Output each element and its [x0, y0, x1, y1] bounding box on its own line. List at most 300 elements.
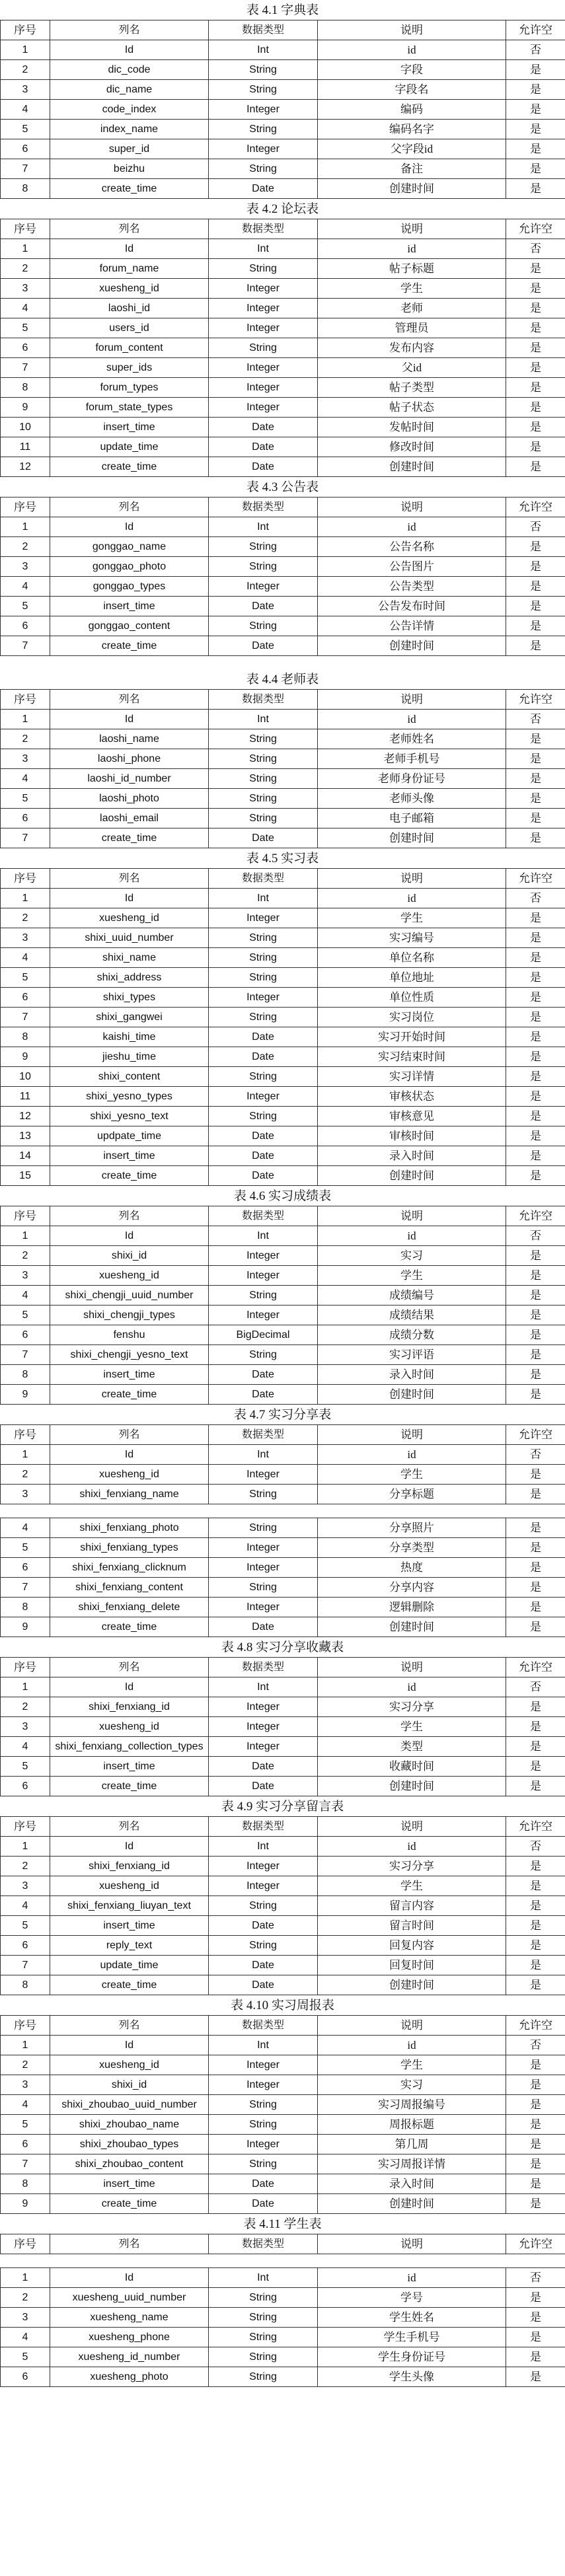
- table-row: [1, 2308, 565, 2328]
- column-name-cell: insert_time: [50, 1146, 209, 1166]
- row-number-cell: 4: [1, 1896, 50, 1916]
- nullable-cell: 是: [506, 299, 565, 318]
- data-type-cell: Int: [209, 517, 318, 537]
- table-row: [1, 828, 565, 848]
- column-name-cell: Id: [50, 2036, 209, 2055]
- column-name-cell: laoshi_photo: [50, 789, 209, 809]
- row-number-cell: 1: [1, 40, 50, 60]
- header-data-type: 数据类型: [209, 1817, 318, 1837]
- description-cell: 实习周报详情: [318, 2154, 506, 2174]
- table-row: [1, 1087, 565, 1107]
- column-name-cell: Id: [50, 1226, 209, 1246]
- row-number-cell: 1: [1, 2036, 50, 2055]
- data-type-cell: Date: [209, 437, 318, 457]
- table-row: [1, 179, 565, 199]
- header-data-type: 数据类型: [209, 1206, 318, 1226]
- data-type-cell: BigDecimal: [209, 1325, 318, 1345]
- description-cell: 审核时间: [318, 1126, 506, 1146]
- header-description: 说明: [318, 869, 506, 889]
- data-type-cell: Integer: [209, 1737, 318, 1757]
- description-cell: 老师: [318, 299, 506, 318]
- header-description: 说明: [318, 1658, 506, 1677]
- header-description: 说明: [318, 219, 506, 239]
- header-column-name: 列名: [50, 1658, 209, 1677]
- table-row: [1, 1518, 565, 1538]
- column-name-cell: shixi_fenxiang_content: [50, 1578, 209, 1598]
- row-number-cell: 2: [1, 2055, 50, 2075]
- data-type-cell: String: [209, 1345, 318, 1365]
- data-type-cell: String: [209, 968, 318, 988]
- description-cell: 学生: [318, 1876, 506, 1896]
- data-type-cell: String: [209, 2367, 318, 2387]
- data-type-cell: String: [209, 2288, 318, 2308]
- row-number-cell: 11: [1, 437, 50, 457]
- column-name-cell: shixi_fenxiang_clicknum: [50, 1558, 209, 1578]
- header-data-type: 数据类型: [209, 2016, 318, 2036]
- table-block: [0, 1, 565, 199]
- data-type-cell: Int: [209, 2036, 318, 2055]
- nullable-cell: 是: [506, 1777, 565, 1796]
- column-name-cell: shixi_fenxiang_photo: [50, 1518, 209, 1538]
- nullable-cell: 是: [506, 789, 565, 809]
- nullable-cell: 否: [506, 40, 565, 60]
- description-cell: 实习评语: [318, 1345, 506, 1365]
- description-cell: 审核意见: [318, 1107, 506, 1126]
- description-cell: id: [318, 2036, 506, 2055]
- row-number-cell: 1: [1, 239, 50, 259]
- data-type-cell: Date: [209, 1385, 318, 1405]
- data-type-cell: Integer: [209, 1558, 318, 1578]
- data-type-cell: Integer: [209, 398, 318, 418]
- data-type-cell: String: [209, 259, 318, 279]
- row-number-cell: 8: [1, 179, 50, 199]
- schema-table: [0, 868, 565, 1186]
- row-number-cell: 10: [1, 1067, 50, 1087]
- nullable-cell: 是: [506, 1126, 565, 1146]
- data-type-cell: String: [209, 789, 318, 809]
- data-type-cell: Date: [209, 2194, 318, 2214]
- column-name-cell: shixi_content: [50, 1067, 209, 1087]
- table-row: [1, 2115, 565, 2135]
- description-cell: 创建时间: [318, 1777, 506, 1796]
- data-type-cell: Date: [209, 1166, 318, 1186]
- header-description: 说明: [318, 2016, 506, 2036]
- nullable-cell: 是: [506, 1146, 565, 1166]
- data-type-cell: String: [209, 1896, 318, 1916]
- column-name-cell: shixi_name: [50, 948, 209, 968]
- schema-table: [0, 2015, 565, 2214]
- header-column-name: 列名: [50, 219, 209, 239]
- column-name-cell: laoshi_name: [50, 729, 209, 749]
- table-row: [1, 1306, 565, 1325]
- description-cell: 学号: [318, 2288, 506, 2308]
- description-cell: 电子邮箱: [318, 809, 506, 828]
- row-number-cell: 14: [1, 1146, 50, 1166]
- description-cell: 成绩编号: [318, 1286, 506, 1306]
- header-nullable: 允许空: [506, 869, 565, 889]
- schema-table: [0, 2267, 565, 2387]
- column-name-cell: insert_time: [50, 2174, 209, 2194]
- column-name-cell: xuesheng_photo: [50, 2367, 209, 2387]
- nullable-cell: 是: [506, 2154, 565, 2174]
- column-name-cell: reply_text: [50, 1936, 209, 1956]
- column-name-cell: create_time: [50, 1617, 209, 1637]
- header-seq: 序号: [1, 1658, 50, 1677]
- header-description: 说明: [318, 1425, 506, 1445]
- row-number-cell: 6: [1, 2135, 50, 2154]
- column-name-cell: shixi_uuid_number: [50, 928, 209, 948]
- nullable-cell: 是: [506, 1558, 565, 1578]
- data-type-cell: Date: [209, 457, 318, 477]
- table-caption: 表 4.1 字典表: [246, 3, 319, 17]
- nullable-cell: 是: [506, 1876, 565, 1896]
- table-caption: 表 4.3 公告表: [246, 480, 319, 494]
- table-block: [0, 200, 565, 477]
- data-type-cell: String: [209, 809, 318, 828]
- table-header-row: [1, 219, 565, 239]
- table-row: [1, 2347, 565, 2367]
- table-row: [1, 1166, 565, 1186]
- column-name-cell: Id: [50, 889, 209, 908]
- row-number-cell: 6: [1, 988, 50, 1008]
- table-header-row: [1, 1817, 565, 1837]
- table-block: [0, 2254, 565, 2387]
- nullable-cell: 是: [506, 1717, 565, 1737]
- description-cell: 实习周报编号: [318, 2095, 506, 2115]
- table-row: [1, 159, 565, 179]
- description-cell: 实习分享: [318, 1697, 506, 1717]
- description-cell: 录入时间: [318, 1146, 506, 1166]
- row-number-cell: 6: [1, 809, 50, 828]
- data-type-cell: String: [209, 557, 318, 577]
- data-type-cell: Integer: [209, 908, 318, 928]
- table-block: [0, 656, 565, 848]
- nullable-cell: 是: [506, 2308, 565, 2328]
- description-cell: 收藏时间: [318, 1757, 506, 1777]
- column-name-cell: create_time: [50, 2194, 209, 2214]
- row-number-cell: 1: [1, 710, 50, 729]
- column-name-cell: Id: [50, 40, 209, 60]
- nullable-cell: 是: [506, 2075, 565, 2095]
- description-cell: id: [318, 1677, 506, 1697]
- table-row: [1, 1345, 565, 1365]
- table-row: [1, 1916, 565, 1936]
- table-row: [1, 1578, 565, 1598]
- header-seq: 序号: [1, 1206, 50, 1226]
- table-row: [1, 40, 565, 60]
- description-cell: 编码: [318, 100, 506, 120]
- column-name-cell: super_ids: [50, 358, 209, 378]
- header-data-type: 数据类型: [209, 219, 318, 239]
- description-cell: 老师姓名: [318, 729, 506, 749]
- description-cell: 帖子标题: [318, 259, 506, 279]
- description-cell: 字段名: [318, 80, 506, 100]
- row-number-cell: 8: [1, 1598, 50, 1617]
- header-description: 说明: [318, 497, 506, 517]
- table-row: [1, 1445, 565, 1465]
- table-caption: 表 4.10 实习周报表: [231, 1999, 334, 2012]
- column-name-cell: Id: [50, 2268, 209, 2288]
- row-number-cell: 5: [1, 318, 50, 338]
- data-type-cell: Date: [209, 1956, 318, 1975]
- description-cell: 管理员: [318, 318, 506, 338]
- nullable-cell: 否: [506, 889, 565, 908]
- column-name-cell: shixi_fenxiang_name: [50, 1485, 209, 1504]
- data-type-cell: String: [209, 1067, 318, 1087]
- description-cell: 学生身份证号: [318, 2347, 506, 2367]
- row-number-cell: 1: [1, 1226, 50, 1246]
- table-caption: 表 4.7 实习分享表: [233, 1408, 332, 1422]
- row-number-cell: 5: [1, 1757, 50, 1777]
- column-name-cell: kaishi_time: [50, 1027, 209, 1047]
- table-caption: 表 4.11 学生表: [243, 2217, 322, 2231]
- description-cell: 类型: [318, 1737, 506, 1757]
- description-cell: id: [318, 1226, 506, 1246]
- table-row: [1, 1226, 565, 1246]
- header-seq: 序号: [1, 2234, 50, 2254]
- row-number-cell: 3: [1, 1266, 50, 1286]
- nullable-cell: 是: [506, 2115, 565, 2135]
- description-cell: 编码名字: [318, 120, 506, 139]
- row-number-cell: 7: [1, 828, 50, 848]
- nullable-cell: 是: [506, 1266, 565, 1286]
- column-name-cell: shixi_address: [50, 968, 209, 988]
- column-name-cell: shixi_fenxiang_collection_types: [50, 1737, 209, 1757]
- data-type-cell: String: [209, 749, 318, 769]
- header-nullable: 允许空: [506, 2234, 565, 2254]
- column-name-cell: gonggao_photo: [50, 557, 209, 577]
- data-type-cell: Integer: [209, 1857, 318, 1876]
- nullable-cell: 是: [506, 948, 565, 968]
- table-header-row: [1, 869, 565, 889]
- schema-table: [0, 1424, 565, 1504]
- column-name-cell: insert_time: [50, 1916, 209, 1936]
- data-type-cell: Date: [209, 1146, 318, 1166]
- row-number-cell: 6: [1, 616, 50, 636]
- row-number-cell: 4: [1, 948, 50, 968]
- nullable-cell: 是: [506, 279, 565, 299]
- table-caption: 表 4.2 论坛表: [246, 202, 319, 216]
- column-name-cell: xuesheng_id: [50, 1266, 209, 1286]
- table-row: [1, 809, 565, 828]
- column-name-cell: shixi_chengji_types: [50, 1306, 209, 1325]
- data-type-cell: Date: [209, 1047, 318, 1067]
- description-cell: 创建时间: [318, 1385, 506, 1405]
- row-number-cell: 9: [1, 398, 50, 418]
- table-row: [1, 789, 565, 809]
- data-type-cell: String: [209, 948, 318, 968]
- data-type-cell: String: [209, 1008, 318, 1027]
- header-seq: 序号: [1, 690, 50, 710]
- description-cell: 发帖时间: [318, 418, 506, 437]
- row-number-cell: 13: [1, 1126, 50, 1146]
- row-number-cell: 7: [1, 2154, 50, 2174]
- data-type-cell: String: [209, 60, 318, 80]
- row-number-cell: 2: [1, 1465, 50, 1485]
- description-cell: 成绩结果: [318, 1306, 506, 1325]
- table-caption: 表 4.8 实习分享收藏表: [221, 1640, 344, 1654]
- description-cell: 创建时间: [318, 828, 506, 848]
- description-cell: id: [318, 710, 506, 729]
- row-number-cell: 1: [1, 1677, 50, 1697]
- nullable-cell: 是: [506, 100, 565, 120]
- description-cell: 帖子类型: [318, 378, 506, 398]
- column-name-cell: Id: [50, 1677, 209, 1697]
- nullable-cell: 是: [506, 2367, 565, 2387]
- table-row: [1, 749, 565, 769]
- column-name-cell: insert_time: [50, 418, 209, 437]
- row-number-cell: 5: [1, 968, 50, 988]
- nullable-cell: 是: [506, 1916, 565, 1936]
- nullable-cell: 是: [506, 378, 565, 398]
- data-type-cell: String: [209, 769, 318, 789]
- row-number-cell: 4: [1, 100, 50, 120]
- column-name-cell: create_time: [50, 636, 209, 656]
- table-row: [1, 1598, 565, 1617]
- row-number-cell: 10: [1, 418, 50, 437]
- table-header-row: [1, 20, 565, 40]
- header-column-name: 列名: [50, 20, 209, 40]
- nullable-cell: 是: [506, 1737, 565, 1757]
- table-row: [1, 139, 565, 159]
- column-name-cell: fenshu: [50, 1325, 209, 1345]
- nullable-cell: 是: [506, 2055, 565, 2075]
- nullable-cell: 是: [506, 2328, 565, 2347]
- column-name-cell: xuesheng_id: [50, 1465, 209, 1485]
- table-row: [1, 710, 565, 729]
- table-row: [1, 2268, 565, 2288]
- nullable-cell: 否: [506, 239, 565, 259]
- nullable-cell: 是: [506, 159, 565, 179]
- description-cell: 字段: [318, 60, 506, 80]
- data-type-cell: Integer: [209, 1538, 318, 1558]
- column-name-cell: shixi_id: [50, 1246, 209, 1266]
- table-row: [1, 2154, 565, 2174]
- nullable-cell: 是: [506, 1008, 565, 1027]
- column-name-cell: shixi_chengji_uuid_number: [50, 1286, 209, 1306]
- header-description: 说明: [318, 690, 506, 710]
- row-number-cell: 8: [1, 378, 50, 398]
- description-cell: 回复时间: [318, 1956, 506, 1975]
- data-type-cell: String: [209, 159, 318, 179]
- header-seq: 序号: [1, 219, 50, 239]
- row-number-cell: 3: [1, 557, 50, 577]
- column-name-cell: xuesheng_uuid_number: [50, 2288, 209, 2308]
- description-cell: 第几周: [318, 2135, 506, 2154]
- nullable-cell: 是: [506, 1857, 565, 1876]
- nullable-cell: 是: [506, 1518, 565, 1538]
- row-number-cell: 6: [1, 139, 50, 159]
- table-row: [1, 1737, 565, 1757]
- table-row: [1, 1697, 565, 1717]
- column-name-cell: laoshi_phone: [50, 749, 209, 769]
- data-type-cell: Date: [209, 1027, 318, 1047]
- data-type-cell: Integer: [209, 299, 318, 318]
- data-type-cell: Integer: [209, 1697, 318, 1717]
- row-number-cell: 2: [1, 537, 50, 557]
- description-cell: 学生: [318, 2055, 506, 2075]
- column-name-cell: update_time: [50, 437, 209, 457]
- table-block: [0, 850, 565, 1186]
- nullable-cell: 是: [506, 1325, 565, 1345]
- nullable-cell: 是: [506, 1757, 565, 1777]
- table-row: [1, 2288, 565, 2308]
- row-number-cell: 5: [1, 1916, 50, 1936]
- nullable-cell: 是: [506, 1067, 565, 1087]
- column-name-cell: shixi_yesno_types: [50, 1087, 209, 1107]
- row-number-cell: 4: [1, 577, 50, 597]
- data-type-cell: Integer: [209, 2135, 318, 2154]
- page-gap: [0, 1504, 565, 1518]
- table-row: [1, 1677, 565, 1697]
- nullable-cell: 是: [506, 1936, 565, 1956]
- description-cell: id: [318, 889, 506, 908]
- row-number-cell: 8: [1, 1365, 50, 1385]
- table-row: [1, 437, 565, 457]
- nullable-cell: 否: [506, 1677, 565, 1697]
- table-row: [1, 418, 565, 437]
- data-type-cell: Int: [209, 1837, 318, 1857]
- column-name-cell: shixi_zhoubao_content: [50, 2154, 209, 2174]
- table-row: [1, 1717, 565, 1737]
- nullable-cell: 是: [506, 1107, 565, 1126]
- description-cell: 单位性质: [318, 988, 506, 1008]
- data-type-cell: String: [209, 338, 318, 358]
- table-row: [1, 1067, 565, 1087]
- data-type-cell: Int: [209, 889, 318, 908]
- header-description: 说明: [318, 2234, 506, 2254]
- table-block: [0, 1406, 565, 1504]
- row-number-cell: 6: [1, 1558, 50, 1578]
- column-name-cell: dic_code: [50, 60, 209, 80]
- data-type-cell: Date: [209, 636, 318, 656]
- description-cell: 创建时间: [318, 2194, 506, 2214]
- row-number-cell: 5: [1, 597, 50, 616]
- table-row: [1, 1837, 565, 1857]
- row-number-cell: 12: [1, 457, 50, 477]
- description-cell: 单位名称: [318, 948, 506, 968]
- table-row: [1, 1385, 565, 1405]
- table-row: [1, 948, 565, 968]
- description-cell: 学生: [318, 1717, 506, 1737]
- table-row: [1, 358, 565, 378]
- row-number-cell: 11: [1, 1087, 50, 1107]
- nullable-cell: 是: [506, 1485, 565, 1504]
- nullable-cell: 是: [506, 437, 565, 457]
- nullable-cell: 是: [506, 60, 565, 80]
- column-name-cell: shixi_fenxiang_liuyan_text: [50, 1896, 209, 1916]
- data-type-cell: Integer: [209, 1087, 318, 1107]
- data-type-cell: Integer: [209, 358, 318, 378]
- data-type-cell: Date: [209, 1777, 318, 1796]
- nullable-cell: 是: [506, 457, 565, 477]
- description-cell: 学生: [318, 908, 506, 928]
- data-type-cell: Int: [209, 239, 318, 259]
- nullable-cell: 是: [506, 1538, 565, 1558]
- nullable-cell: 是: [506, 1027, 565, 1047]
- data-type-cell: Date: [209, 1975, 318, 1995]
- data-type-cell: Integer: [209, 1266, 318, 1286]
- table-row: [1, 239, 565, 259]
- data-type-cell: String: [209, 729, 318, 749]
- column-name-cell: gonggao_types: [50, 577, 209, 597]
- description-cell: 创建时间: [318, 1617, 506, 1637]
- table-row: [1, 616, 565, 636]
- nullable-cell: 是: [506, 418, 565, 437]
- table-row: [1, 2194, 565, 2214]
- data-type-cell: Integer: [209, 1465, 318, 1485]
- data-type-cell: Date: [209, 2174, 318, 2194]
